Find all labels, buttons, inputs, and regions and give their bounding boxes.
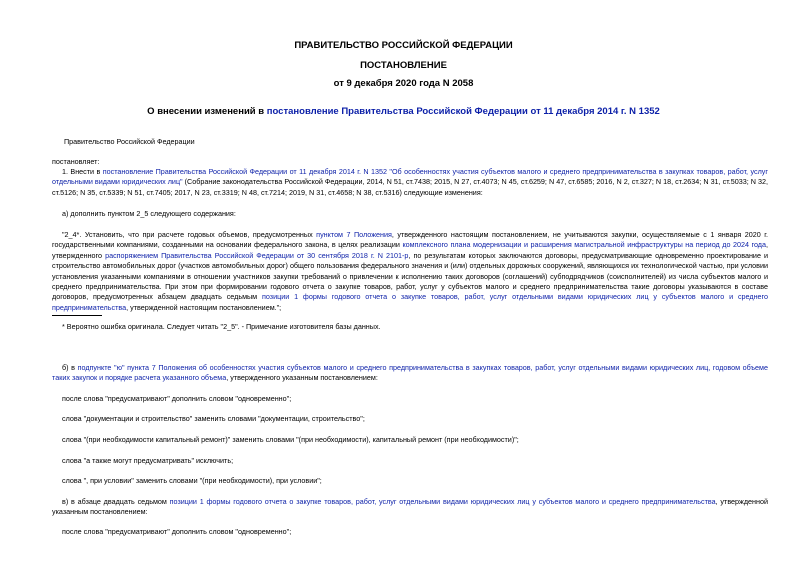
v-link[interactable]: позиции 1 формы годового отчета о закупке товаров, работ, услуг отдельными видами юридических лиц у субъектов малого и среднего предпринимательства [169,497,716,506]
government-line: Правительство Российской Федерации [64,137,195,146]
item-b [52,363,768,384]
change-line-6: после слова "предусматривают" дополнить словом "одновременно"; [62,527,292,536]
change-line-1: после слова "предусматривают" дополнить словом "одновременно"; [62,394,292,403]
footnote-divider [52,315,102,316]
q-part-5: , утвержденной настоящим постановлением."; [126,302,282,312]
b-tail: , утвержденного указанным постановлением: [226,373,378,383]
item-a: а) дополнить пунктом 2_5 следующего содержания: [62,209,236,218]
document-type: ПОСТАНОВЛЕНИЕ [360,60,447,71]
change-line-5: слова ", при условии" заменить словами "(при необходимости), при условии"; [62,476,322,485]
v-tail: , утвержденной указанным постановлением: [52,497,768,517]
decrees-line: постановляет: [52,157,100,166]
q-part-3: , утвержденного [52,240,768,260]
b-lead: б) в [62,363,78,372]
q-link-2[interactable]: комплексного плана модернизации и расширения магистральной инфраструктуры на период до 2024 года [402,240,766,250]
subject-link[interactable]: постановление Правительства Российской Федерации от 11 декабря 2014 г. N 1352 [266,106,660,117]
footnote: * Вероятно ошибка оригинала. Следует читать "2_5". - Примечание изготовителя базы данных. [62,322,381,331]
q-link-3[interactable]: распоряжением Правительства Российской Федерации от 30 сентября 2018 г. N 2101-р [105,250,409,260]
item-v [52,497,768,518]
q-part-1: "2_4*. Установить, что при расчете годовых объемов, предусмотренных [62,230,317,239]
change-line-3: слова "(при необходимости капитальный ремонт)" заменить словами "(при необходимости), капитальный ремонт (при необходимости)"; [62,435,519,444]
subject-prefix: О внесении изменений в [147,106,267,117]
p1-lead: 1. Внести в [62,167,103,176]
q-link-1[interactable]: пунктом 7 Положения [316,230,392,239]
v-lead: в) в абзаце двадцать седьмом [62,497,170,506]
paragraph-1 [52,167,768,198]
change-line-2: слова "документации и строительство" заменить словами "документации, строительство"; [62,414,365,423]
org-title: ПРАВИТЕЛЬСТВО РОССИЙСКОЙ ФЕДЕРАЦИИ [294,40,513,51]
document-subject [0,106,807,117]
document-date: от 9 декабря 2020 года N 2058 [333,78,474,89]
p1-link[interactable]: постановление Правительства Российской Федерации от 11 декабря 2014 г. N 1352 "Об особенностях участия субъектов малого и среднего предпринимательства в закупках товаров, работ, услуг отдельными видами юридических лиц" [52,167,768,187]
change-line-4: слова "а также могут предусматривать" исключить; [62,456,234,465]
q-part-4: , по результатам которых заключаются договоры, предусматривающие одновременно проектирование и строительство автомобильных дорог (участков автомобильных дорог) общего пользования федерального значения и (или) отдельных дорожных сооружений, являющихся их технологической частью, при условии установления указанными компаниями в отношении участников закупки требований о привлечении к исполнению таких договоров (соглашений) субподрядчиков (соисполнителей) из числа субъектов малого и среднего предпринимательства. При этом при формировании годового отчета о закупке товаров, работ, услуг у субъектов малого и среднего предпринимательства такие договоры указываются в составе договоров, предусмотренных абзацем двадцать седьмым [52,250,769,302]
q-link-4[interactable]: позиции 1 формы годового отчета о закупке товаров, работ, услуг отдельными видами юридических лиц у субъектов малого и среднего предпринимательства [52,292,768,312]
quote-2-5 [52,230,768,313]
b-link[interactable]: подпункте "ю" пункта 7 Положения об особенностях участия субъектов малого и среднего предпринимательства в закупках товаров, работ, услуг отдельными видами юридических лиц, годовом объеме таких закупок и порядке расчета указанного объема [52,363,768,383]
p1-tail: (Собрание законодательства Российской Федерации, 2014, N 51, ст.7438; 2015, N 27, ст.4073; N 45, ст.6259; N 47, ст.6585; 2016, N 2, ст.327; N 18, ст.2634; N 31, ст.5033; N 32, ст.5126; N 35, ст.5339; N 51, ст.7405; 2017, N 23, ст.3319; N 48, ст.7214; 2019, N 31, ст.4658; N 38, ст.5316) следующие изменения: [52,177,768,197]
q-part-2: , утвержденного настоящим постановлением, не учитываются закупки, осуществляемые с 1 января 2020 г. государственными компаниями, созданными на основании федерального закона, в целях реализации [52,230,768,250]
